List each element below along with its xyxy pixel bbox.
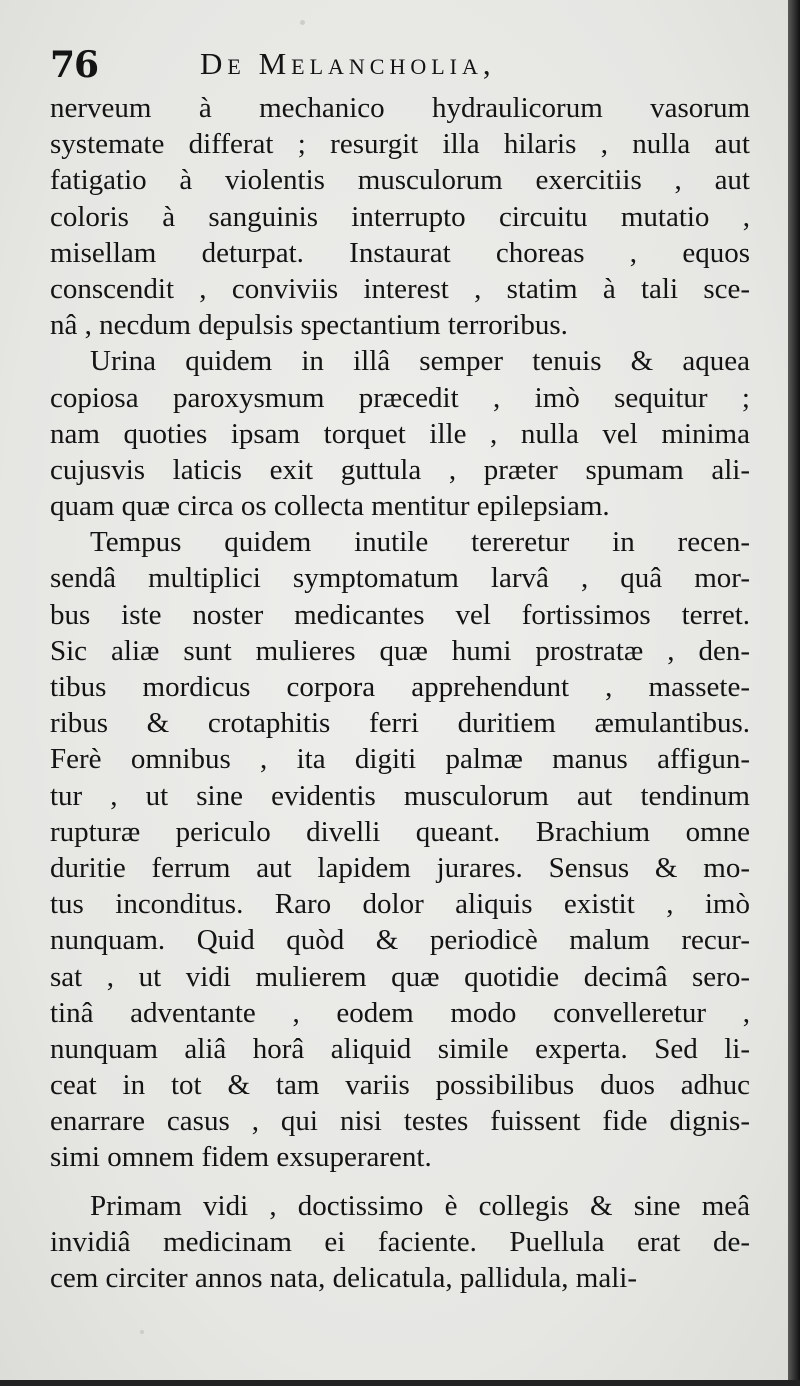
text-line: cujusvis laticis exit guttula , præter spumam ali- xyxy=(50,453,750,486)
text-line: Sic aliæ sunt mulieres quæ humi prostratæ , den- xyxy=(50,634,750,667)
page-edge-shadow xyxy=(788,0,800,1386)
body-text xyxy=(50,90,750,1296)
text-line: enarrare casus , qui nisi testes fuissent fide dignis- xyxy=(50,1105,750,1138)
text-line: tinâ adventante , eodem modo convelleretur , xyxy=(50,996,750,1029)
text-line: coloris à sanguinis interrupto circuitu mutatio , xyxy=(50,200,750,233)
paragraph-gap xyxy=(50,1176,750,1188)
text-line: nerveum à mechanico hydraulicorum vasorum xyxy=(50,92,750,124)
text-line: sendâ multiplici symptomatum larvâ , quâ mor- xyxy=(50,562,750,595)
text-line: copiosa paroxysmum præcedit , imò sequitur ; xyxy=(50,381,750,414)
text-line: quam quæ circa os collecta mentitur epilepsiam. xyxy=(50,490,610,523)
page-edge-bottom xyxy=(0,1380,800,1386)
text-line: fatigatio à violentis musculorum exercitiis , aut xyxy=(50,164,750,197)
text-line: misellam deturpat. Instaurat choreas , equos xyxy=(50,236,750,269)
running-head: De Melancholia, xyxy=(200,46,496,81)
paragraph xyxy=(50,343,750,524)
paragraph xyxy=(50,90,750,343)
paper-speck xyxy=(140,1330,144,1334)
text-line: rupturæ periculo divelli queant. Brachium omne xyxy=(50,815,750,848)
text-line: Tempus quidem inutile tereretur in recen- xyxy=(90,526,750,559)
text-line: nunquam. Quid quòd & periodicè malum recur- xyxy=(50,924,750,957)
text-line: invidiâ medicinam ei faciente. Puellula erat de- xyxy=(50,1225,750,1258)
page-number: 76 xyxy=(50,44,99,86)
paper-speck xyxy=(300,20,305,25)
text-line: nâ , necdum depulsis spectantium terroribus. xyxy=(50,309,568,342)
text-line: nam quoties ipsam torquet ille , nulla vel minima xyxy=(50,417,750,450)
text-line: ribus & crotaphitis ferri duritiem æmulantibus. xyxy=(50,707,750,740)
text-line: Urina quidem in illâ semper tenuis & aquea xyxy=(90,345,750,378)
text-line: bus iste noster medicantes vel fortissimos terret. xyxy=(50,598,750,631)
text-line: conscendit , conviviis interest , statim à tali sce- xyxy=(50,272,750,305)
paragraph xyxy=(50,1188,750,1297)
text-line: tus inconditus. Raro dolor aliquis existit , imò xyxy=(50,888,750,921)
text-line: Ferè omnibus , ita digiti palmæ manus affigun- xyxy=(50,743,750,776)
text-line: tur , ut sine evidentis musculorum aut tendinum xyxy=(50,779,750,812)
text-line: cem circiter annos nata, delicatula, pallidula, mali- xyxy=(50,1262,637,1294)
text-line: ceat in tot & tam variis possibilibus duos adhuc xyxy=(50,1069,750,1102)
page-header xyxy=(50,40,750,90)
text-line: nunquam aliâ horâ aliquid simile experta. Sed li- xyxy=(50,1032,750,1065)
text-line: sat , ut vidi mulierem quæ quotidie decimâ sero- xyxy=(50,960,750,993)
text-line: Primam vidi , doctissimo è collegis & sine meâ xyxy=(90,1189,750,1222)
text-line: systemate differat ; resurgit illa hilaris , nulla aut xyxy=(50,128,750,161)
paragraph xyxy=(50,524,750,1175)
text-line: duritie ferrum aut lapidem jurares. Sensus & mo- xyxy=(50,851,750,884)
text-line: simi omnem fidem exsuperarent. xyxy=(50,1141,432,1174)
text-line: tibus mordicus corpora apprehendunt , massete- xyxy=(50,671,750,703)
